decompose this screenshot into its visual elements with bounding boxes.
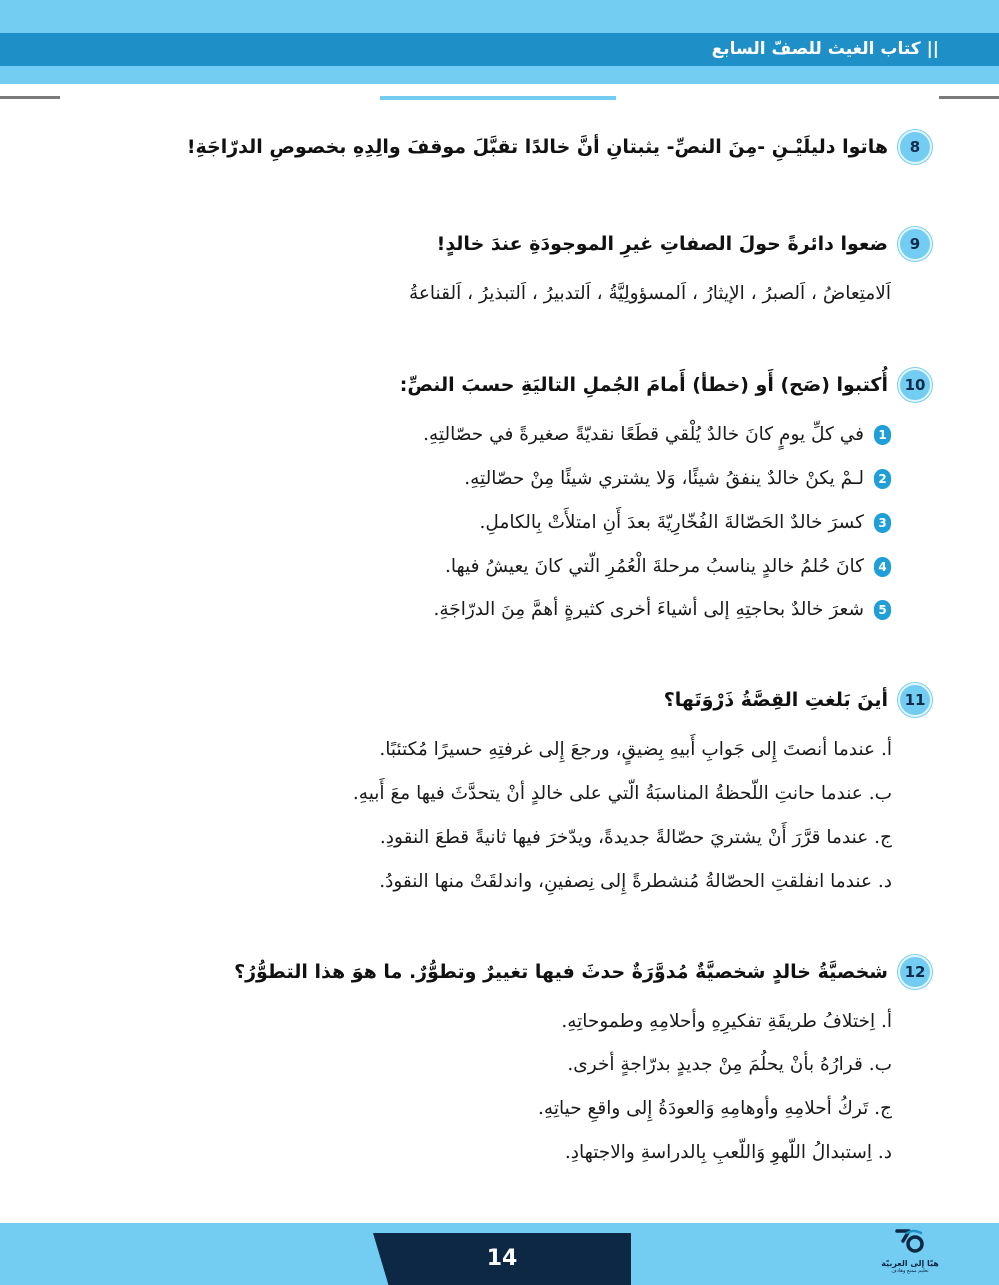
logo-subtext: تعليم ممتع وهادف: [891, 1268, 929, 1274]
question-number-badge: 11: [898, 683, 932, 717]
question-8: [187, 130, 932, 164]
statement-2: [464, 468, 891, 489]
question-text: هاتوا دليلَيْـنِ -مِنَ النصِّ- يثبتانِ أنَّ خالدًا تقبَّلَ موقفَ والِدِهِ بخصوصِ الدرّاجَةِ!: [186, 136, 888, 158]
choice-a: أ. اِختلافُ طريقَةِ تفكيرِهِ وأحلامِهِ وطموحاتِهِ.: [561, 1011, 892, 1032]
question-11: [664, 683, 932, 717]
choice-c: ج. تَركُ أحلامِهِ وأوهامِهِ وَالعودَةُ إِلى واقعِ حياتِهِ.: [538, 1098, 892, 1119]
choice-d: د. اِستبدالُ اللّهوِ وَاللّعبِ بِالدراسةِ والاجتهادِ.: [564, 1142, 892, 1163]
question-9: [437, 227, 932, 261]
statement-number-badge: 4: [874, 557, 891, 577]
statement-text: لـمْ يكنْ خالدٌ ينفقُ شيئًا، وَلا يشتري شيئًا مِنْ حصّالتِهِ.: [464, 468, 864, 489]
statement-number-badge: 2: [874, 469, 891, 489]
question-text: أُكتبوا (صَح) أَو (خطأ) أَمامَ الجُملِ التاليَةِ حسبَ النصِّ:: [399, 374, 888, 396]
question-number-badge: 10: [898, 368, 932, 402]
question-text: ضعوا دائرةً حولَ الصفاتِ غيرِ الموجودَةِ عندَ خالدٍ!: [436, 233, 888, 255]
statement-text: كانَ حُلمُ خالدٍ يناسبُ مرحلةَ الْعُمُرِ الّتي كانَ يعيشُ فيها.: [444, 556, 864, 577]
question-text: أينَ بَلغتِ القِصَّةُ ذَرْوَتَها؟: [663, 689, 888, 711]
traits-options: اَلامتِعاضُ ، اَلصبرُ ، الإيثارُ ، اَلمسؤولِيَّةُ ، اَلتدبيرُ ، اَلتبذيرُ ، اَلقناعةُ: [408, 283, 891, 304]
question-number-badge: 12: [898, 955, 932, 989]
divider-center: [380, 96, 616, 100]
statement-text: كسرَ خالدٌ الحَصّالةَ الفُخّارِيّةَ بعدَ أَنِ امتلأَتْ بِالكاملِ.: [479, 512, 864, 533]
logo-icon: [893, 1227, 927, 1255]
header-bottom-band: [0, 66, 999, 84]
statement-1: [423, 424, 891, 445]
divider-left: [0, 96, 60, 99]
question-number-badge: 9: [898, 227, 932, 261]
book-title: || كتاب الغيث للصفّ السابع: [711, 39, 939, 59]
statement-4: [445, 556, 891, 577]
question-text: شخصيَّةُ خالدٍ شخصيَّةٌ مُدوَّرَةٌ حدثَ فيها تغييرٌ وتطوُّرٌ. ما هوَ هذا التطوُّرُ؟: [234, 961, 888, 983]
question-number-badge: 8: [898, 130, 932, 164]
choice-c: ج. عندما قرَّرَ أَنْ يشتريَ حصّالةً جديدةً، ويدّخرَ فيها ثانيةً قطعَ النقودِ.: [379, 827, 892, 848]
statement-5: [433, 599, 891, 620]
question-10: [400, 368, 932, 402]
statement-number-badge: 5: [874, 600, 891, 620]
statement-number-badge: 3: [874, 513, 891, 533]
choice-d: د. عندما انفلقتِ الحصّالةُ مُنشطرةً إِلى نِصفينِ، واندلقَتْ منها النقودُ.: [379, 871, 892, 892]
question-12: [234, 955, 932, 989]
logo-text: هيّا إلى العربيّة: [881, 1259, 939, 1268]
statement-text: شعرَ خالدٌ بحاجتِهِ إلى أشياءَ أخرى كثيرةٍ أهمَّ مِنَ الدرّاجَةِ.: [433, 599, 864, 620]
divider-right: [939, 96, 999, 99]
choice-a: أ. عندما أنصتَ إِلى جَوابِ أَبيهِ بِضيقٍ، ورجعَ إِلى غرفتِهِ حسيرًا مُكتئبًا.: [379, 739, 892, 760]
publisher-logo: [880, 1227, 940, 1281]
choice-b: ب. عندما حانتِ اللّحظةُ المناسبَةُ الّتي على خالدٍ أنْ يتحدَّثَ فيها معَ أَبيهِ.: [352, 783, 892, 804]
statement-number-badge: 1: [874, 425, 891, 445]
page-number: 14: [486, 1246, 518, 1271]
statement-3: [480, 512, 891, 533]
header-top-band: [0, 0, 999, 33]
choice-b: ب. قرارُهُ بأنْ يحلُمَ مِنْ جديدٍ بدرّاجةٍ أخرى.: [567, 1054, 892, 1075]
statement-text: في كلِّ يومٍ كانَ خالدٌ يُلْقي قطَعًا نقديّةً صغيرةً في حصّالتِهِ.: [423, 424, 864, 445]
